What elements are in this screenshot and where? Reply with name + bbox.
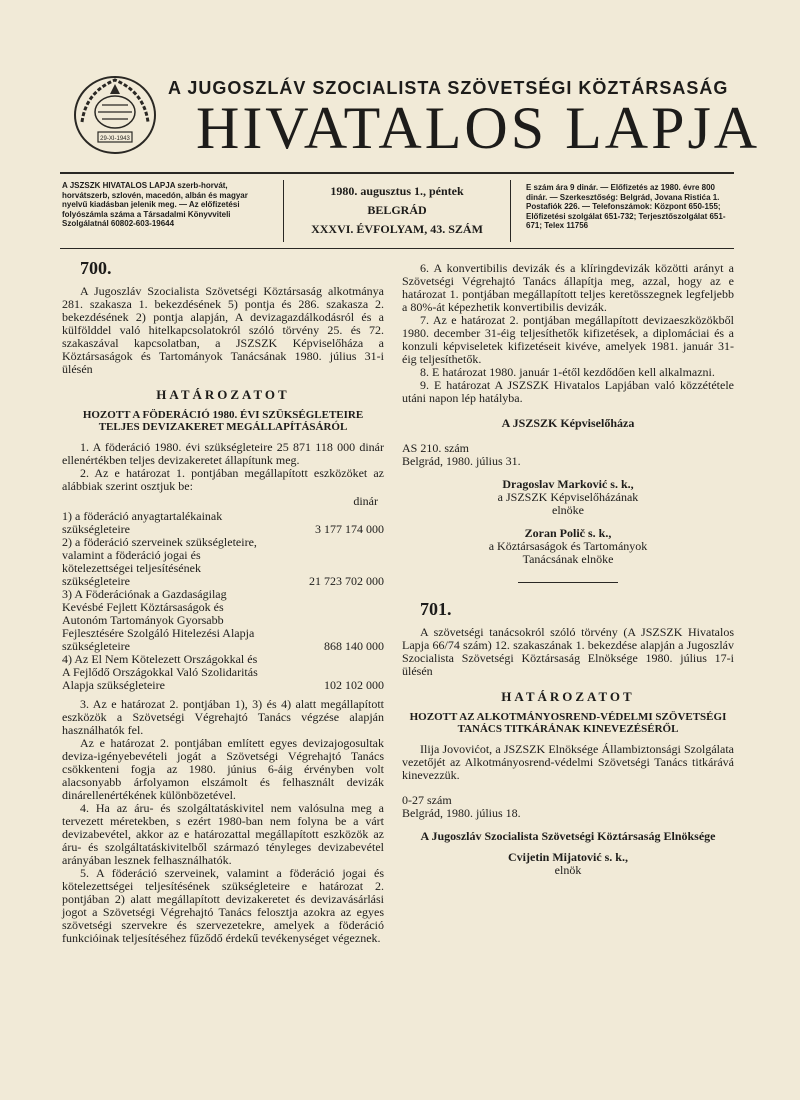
allocation-label: 1) a föderáció anyagtartalékainak szükségleteire [62, 509, 223, 536]
header-rule-top [60, 172, 734, 174]
state-emblem [72, 72, 158, 158]
signatory-role: Tanácsának elnöke [522, 552, 614, 566]
allocation-row [62, 588, 384, 653]
signatory-name: Zoran Polič s. k., [524, 526, 612, 540]
doc-700-subheading: HOZOTT A FÖDERÁCIÓ 1980. ÉVI SZÜKSÉGLETEIRE TELJES DEVIZAKERET MEGÁLLAPÍTÁSÁRÓL [82, 409, 364, 433]
allocation-amount: 868 140 000 [324, 639, 384, 653]
issue-place: BELGRÁD [367, 203, 427, 217]
allocation-row [62, 510, 384, 536]
signatory-role: a JSZSZK Képviselőházának [497, 490, 639, 504]
doc-701-body: Ilija Jovovićot, a JSZSZK Elnöksége Állambiztonsági Szolgálata vezetőjét az Alkotmányosrend-védelmi Szövetségi Tanács titkárává kinevezzük. [402, 742, 734, 782]
column-right [402, 262, 734, 877]
allocation-label: 4) Az El Nem Kötelezett Országokkal és A Fejlődő Országokkal Való Szolidaritás Alapja szükségleteire [62, 652, 258, 692]
signature-block-2 [402, 527, 734, 566]
column-left [62, 258, 384, 945]
doc-700-point-6: 6. A konvertibilis devizák és a klíringdevizák közötti arányt a Szövetségi Végrehajtó Tanács állapítja meg, azzal, hogy az e határozat 1. pontjában megállapított teljes keretösszegnek legfeljebb a 80%-át képezhetik konvertibilis devizák. [402, 261, 734, 314]
signatory-role: a Köztársaságok és Tartományok [488, 539, 648, 553]
doc-700-point-9: 9. E határozat A JSZSZK Hivatalos Lapjában való közzététele utáni napon lép hatályba. [402, 378, 734, 405]
doc-700-point-8: 8. E határozat 1980. január 1-étől kezdődően kell alkalmazni. [420, 365, 715, 379]
doc-700-point-5: 5. A föderáció szerveinek, valamint a föderáció jogai és kötelezettségei teljesítésének szükségleteire e határozat 2. pontjában 2) alatt megállapított devizakeretet és devizavásárlási jogot a Szövetségi Végrehajtó Tanács felosztja azokra az egyes szövetségi szervekre és szervezetekre, amelyek a föderáció funkcióinak teljesítéséhez fűződő érdekű tevékenységet végeznek. [62, 866, 384, 945]
masthead-title: HIVATALOS LAPJA [196, 95, 761, 161]
signatory-name: Dragoslav Marković s. k., [502, 477, 634, 491]
doc-700-intro: A Jugoszláv Szocialista Szövetségi Köztársaság alkotmánya 281. szakasza 1. bekezdésének 5) pontja és 286. szakasza 2. bekezdésének 2) pontja alapján, A devizagazdálkodásról és a külfölddel való hitelkapcsolatokról szóló törvény 25. és 72. szakaszával kapcsolatban, a JSZSZK Képviselőháza a Köztársaságok és Tartományok Tanácsának 1980. július 31-i ülésén [62, 284, 384, 376]
signatory-name: Cvijetin Mijatović s. k., [508, 850, 628, 864]
section-divider [518, 582, 618, 583]
header-divider-left [283, 180, 284, 242]
header-issue-info [290, 182, 504, 239]
issue-volume: XXXVI. ÉVFOLYAM, 43. SZÁM [311, 222, 483, 236]
issue-date: 1980. augusztus 1., péntek [330, 184, 464, 198]
doc-700-point-4: 4. Ha az áru- és szolgáltatáskivitel nem valósulna meg a tervezett méretekben, s ezért 1980-ban nem folyna be a várt devizabevétel, akkor az e határozattal megállapított eszközök az áru- és szolgáltatáskivitelből származó tényleges devizabevétel arányában lesznek felhasználhatók. [62, 801, 384, 867]
doc-701-place-date: Belgrád, 1980. július 18. [402, 806, 521, 820]
header-left-note: A JSZSZK HIVATALOS LAPJA szerb-horvát, horvátszerb, szlovén, macedón, albán és magyar nyelvű kiadásban jelenik meg. — Az előfizetési folyószámla száma a Társadalmi Könyvviteli Szolgálatnál 60802-603-19644 [62, 181, 248, 228]
masthead-republic: A JUGOSZLÁV SZOCIALISTA SZÖVETSÉGI KÖZTÁRSASÁG [168, 78, 729, 98]
allocation-row [62, 536, 384, 588]
doc-701-intro: A szövetségi tanácsokról szóló törvény (A JSZSZK Hivatalos Lapja 66/74 szám) 12. szakaszának 1. bekezdése alapján a Jugoszláv Szocialista Szövetségi Köztársaság Elnöksége 1980. július 17-i ülésén [402, 625, 734, 678]
doc-701-subheading: HOZOTT AZ ALKOTMÁNYOSREND-VÉDELMI SZÖVETSÉGI TANÁCS TITKÁRÁNAK KINEVEZÉSÉRŐL [409, 711, 727, 735]
doc-700-issuer: A JSZSZK Képviselőháza [501, 416, 635, 430]
doc-700-point-7: 7. Az e határozat 2. pontjában megállapított devizaeszközökből 1980. december 31-éig teljesíthetők kifizetések, a diplomáciai és a konzuli képviseletek kifizetéseit kivéve, amelyek 1981. január 31-éig teljesíthetők. [402, 313, 734, 366]
allocation-row [62, 653, 384, 692]
signatory-role: elnök [554, 863, 582, 877]
doc-701-heading: HATÁROZATOT [501, 689, 635, 704]
doc-700-point-2: 2. Az e határozat 1. pontjában megállapított eszközöket az alábbiak szerint osztjuk be: [62, 466, 384, 493]
doc-700-number: 700. [80, 258, 112, 278]
doc-700-ref: AS 210. szám [402, 441, 469, 455]
emblem-date-text: 29-XI-1943 [100, 136, 130, 142]
doc-700-point-1: 1. A föderáció 1980. évi szükségleteire 25 871 118 000 dinár ellenértékben teljes devizakeretet állapítunk meg. [62, 440, 384, 467]
signatory-role: elnöke [552, 503, 584, 517]
doc-701-ref: 0-27 szám [402, 793, 452, 807]
allocation-label: 3) A Föderációnak a Gazdaságilag Kevésbé Fejlett Köztársaságok és Autonóm Tartományok Gyorsabb Fejlesztésére Szolgáló Hitelezési Alapja szükségleteire [62, 587, 255, 653]
header-rule-bottom [60, 248, 734, 249]
signature-block-1 [402, 478, 734, 517]
allocation-amount: 21 723 702 000 [309, 574, 384, 588]
header-right-note: E szám ára 9 dinár. — Előfizetés az 1980. évre 800 dinár. — Szerkesztőség: Belgrád, Jovana Ristića 1. Postafiók 226. — Telefonszámok: Központ 650-155; Előfizetési szolgálat 651-732; Terjesztőszolgálat 651-671; Telex 11756 [526, 183, 726, 230]
doc-700-point-3b: Az e határozat 2. pontjában említett egyes devizajogosultak deviza-igényebevételi jogát a Szövetségi Végrehajtó Tanács csökkenteni fogja az 1980. június 6-áig érvényben volt alacsonyabb árfolyamon elszámolt és felhasznált devizák dinárellenértékének különbözetével. [62, 736, 384, 802]
header-divider-right [510, 180, 511, 242]
doc-700-place-date: Belgrád, 1980. július 31. [402, 454, 521, 468]
doc-701-issuer: A Jugoszláv Szocialista Szövetségi Köztársaság Elnöksége [420, 829, 716, 843]
doc-700-point-3: 3. Az e határozat 2. pontjában 1), 3) és 4) alatt megállapított eszközök a Szövetségi Végrehajtó Tanács végzése alapján használhatók fel. [62, 697, 384, 737]
doc-701-number: 701. [420, 599, 452, 619]
allocation-label: 2) a föderáció szerveinek szükségleteire, valamint a föderáció jogai és kötelezettségei teljesítésének szükségleteire [62, 535, 257, 588]
allocation-amount: 102 102 000 [324, 678, 384, 692]
signature-block-3 [402, 851, 734, 877]
doc-700-heading: HATÁROZATOT [156, 387, 290, 402]
allocation-unit: dinár [353, 494, 378, 508]
allocation-amount: 3 177 174 000 [315, 522, 384, 536]
